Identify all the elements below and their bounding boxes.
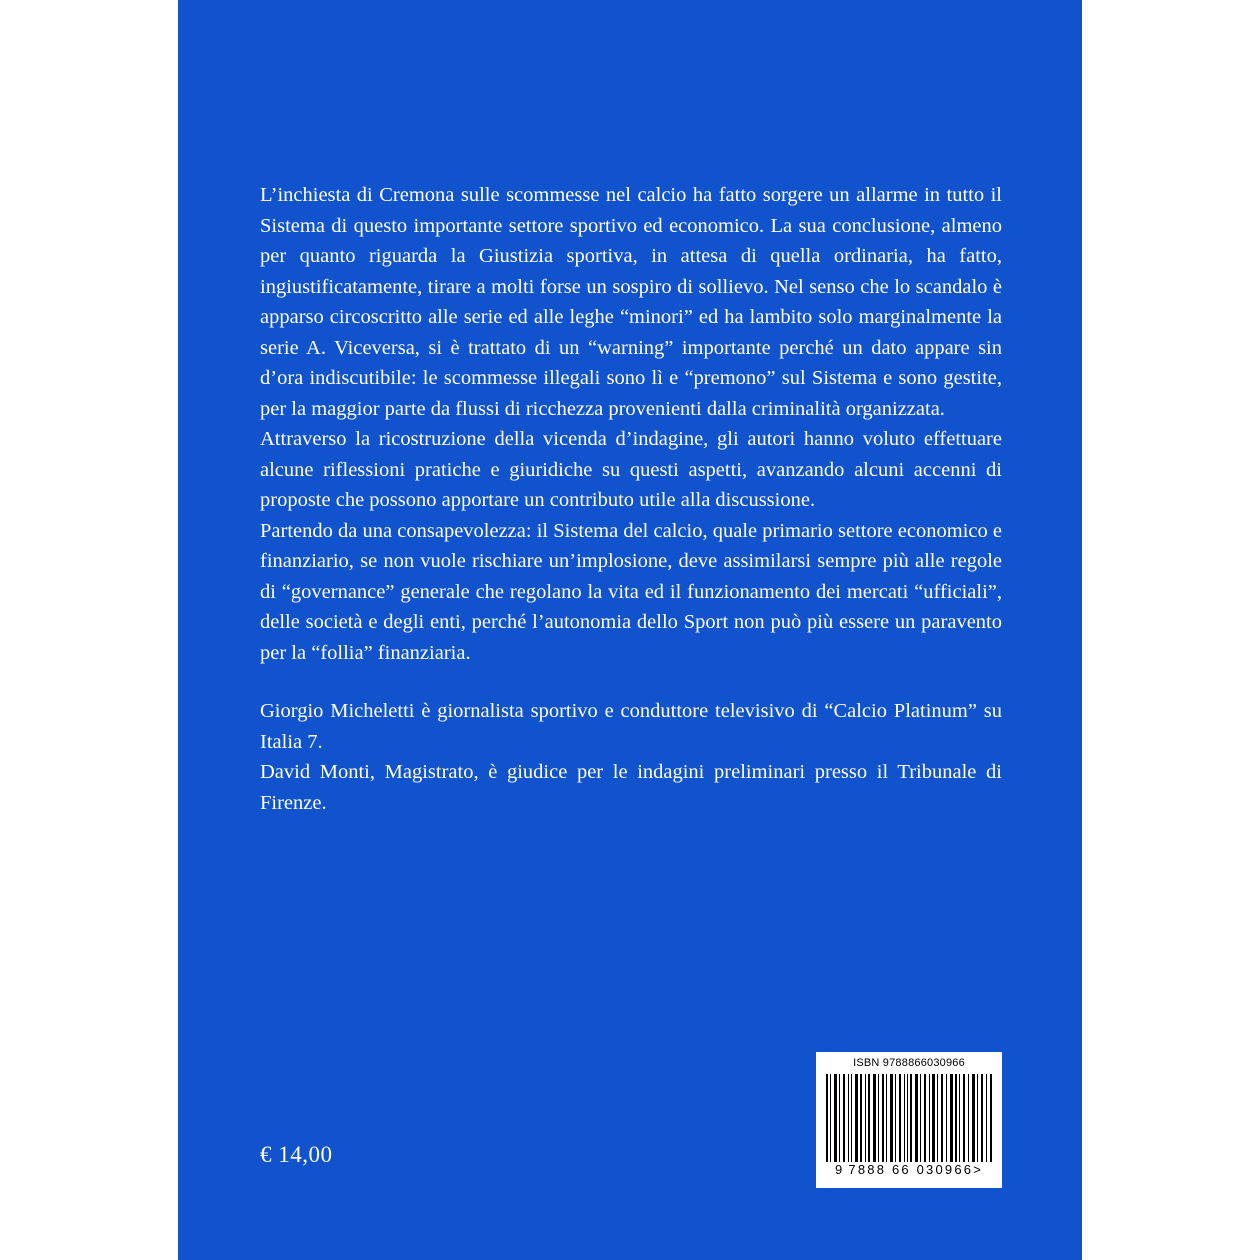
blurb-paragraph-2: Attraverso la ricostruzione della vicenda d’indagine, gli autori hanno voluto effettuare alcune riflessioni pratiche e giuridiche su questi aspetti, avanzando alcuni accenni di proposte che possono apportare un contributo utile alla discussione. bbox=[260, 428, 1002, 511]
author-bio-1: Giorgio Micheletti è giornalista sportivo e conduttore televisivo di “Calcio Platinum” su Italia 7. bbox=[260, 700, 1002, 753]
blurb-paragraph-3: Partendo da una consapevolezza: il Sistema del calcio, quale primario settore economico e finanziario, se non vuole rischiare un’implosione, deve assimilarsi sempre più alle regole di “governance” generale che regolano la vita ed il funzionamento dei mercati “ufficiali”, delle società e degli enti, perché l’autonomia dello Sport non può più essere un paravento per la “follia” finanziaria. bbox=[260, 519, 1002, 664]
isbn-barcode bbox=[816, 1052, 1002, 1188]
ean-digits-label bbox=[816, 1162, 1002, 1177]
price-label: € 14,00 bbox=[260, 1142, 333, 1167]
book-cover bbox=[178, 0, 1082, 1260]
barcode-bars bbox=[826, 1074, 994, 1162]
ean-main-digits: 7888 66 030966> bbox=[848, 1162, 983, 1177]
isbn-number-label: ISBN 9788866030966 bbox=[853, 1057, 965, 1069]
ean-lead-digit: 9 bbox=[834, 1162, 845, 1177]
blurb-paragraph-1: L’inchiesta di Cremona sulle scommesse nel calcio ha fatto sorgere un allarme in tutto il Sistema di questo importante settore sportivo ed economico. La sua conclusione, almeno per quanto riguarda la Giustizia sportiva, in attesa di quella ordinaria, ha fatto, ingiustificatamente, tirare a molti forse un sospiro di sollievo. Nel senso che lo scandalo è apparso circoscritto alle serie ed alle leghe “minori” ed ha lambito solo marginalmente la serie A. Viceversa, si è trattato di un “warning” importante perché un dato appare sin d’ora indiscutibile: le scommesse illegali sono lì e “premono” sul Sistema e sono gestite, per la maggior parte da flussi di ricchezza provenienti dalla criminalità organizzata. bbox=[260, 184, 1002, 420]
author-bio-2: David Monti, Magistrato, è giudice per le indagini preliminari presso il Tribunale di Firenze. bbox=[260, 761, 1002, 814]
back-cover-blurb bbox=[260, 180, 1002, 818]
